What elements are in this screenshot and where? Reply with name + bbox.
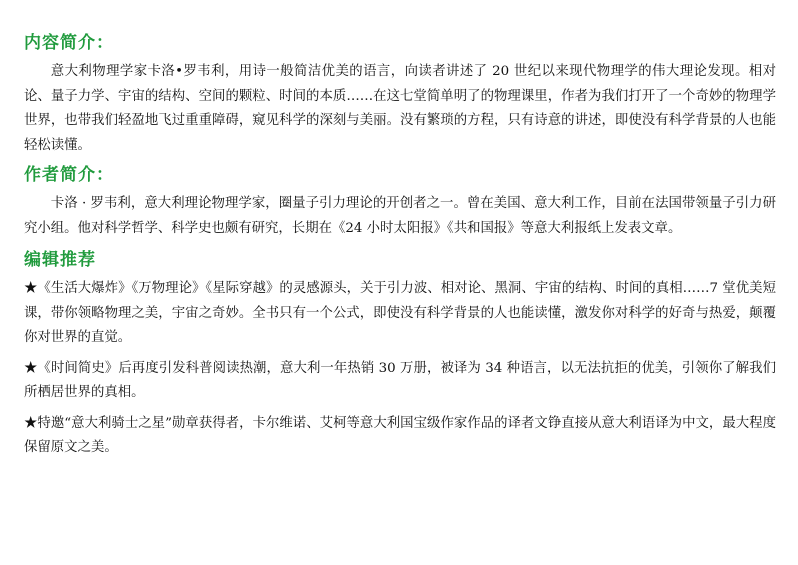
author-paragraph: 卡洛 · 罗韦利，意大利理论物理学家，圈量子引力理论的开创者之一。曾在美国、意大利工作，目前在法国带领量子引力研究小组。他对科学哲学、科学史也颇有研究，长期在《24 小时太阳报》《共和国报》等意大利报纸上发表文章。 bbox=[24, 196, 776, 236]
recommend-heading: 编辑推荐 bbox=[24, 250, 96, 270]
recommend-item-3: ★特邀“意大利骑士之星”勋章获得者，卡尔维诺、艾柯等意大利国宝级作家作品的译者文铮直接从意大利语译为中文，最大程度保留原文之美。 bbox=[24, 415, 776, 455]
recommend-item-2: ★《时间简史》后再度引发科普阅读热潮，意大利一年热销 30 万册，被译为 34 种语言，以无法抗拒的优美，引领你了解我们所栖居世界的真相。 bbox=[24, 360, 776, 400]
intro-paragraph: 意大利物理学家卡洛•罗韦利，用诗一般简洁优美的语言，向读者讲述了 20 世纪以来现代物理学的伟大理论发现。相对论、量子力学、宇宙的结构、空间的颗粒、时间的本质……在这七堂简单明了的物理课里，作者为我们打开了一个奇妙的物理学世界，也带我们轻盈地飞过重重障碍，窥见科学的深刻与美丽。没有繁琐的方程，只有诗意的讲述，即使没有科学背景的人也能轻松读懂。 bbox=[24, 64, 776, 153]
intro-heading: 内容简介： bbox=[24, 33, 114, 53]
author-heading: 作者简介： bbox=[24, 165, 114, 185]
recommend-item-1: ★《生活大爆炸》《万物理论》《星际穿越》的灵感源头，关于引力波、相对论、黑洞、宇宙的结构、时间的真相……7 堂优美短课，带你领略物理之美，宇宙之奇妙。全书只有一个公式，即使没有科学背景的人也能读懂，激发你对科学的好奇与热爱，颠覆你对世界的直觉。 bbox=[24, 281, 776, 345]
